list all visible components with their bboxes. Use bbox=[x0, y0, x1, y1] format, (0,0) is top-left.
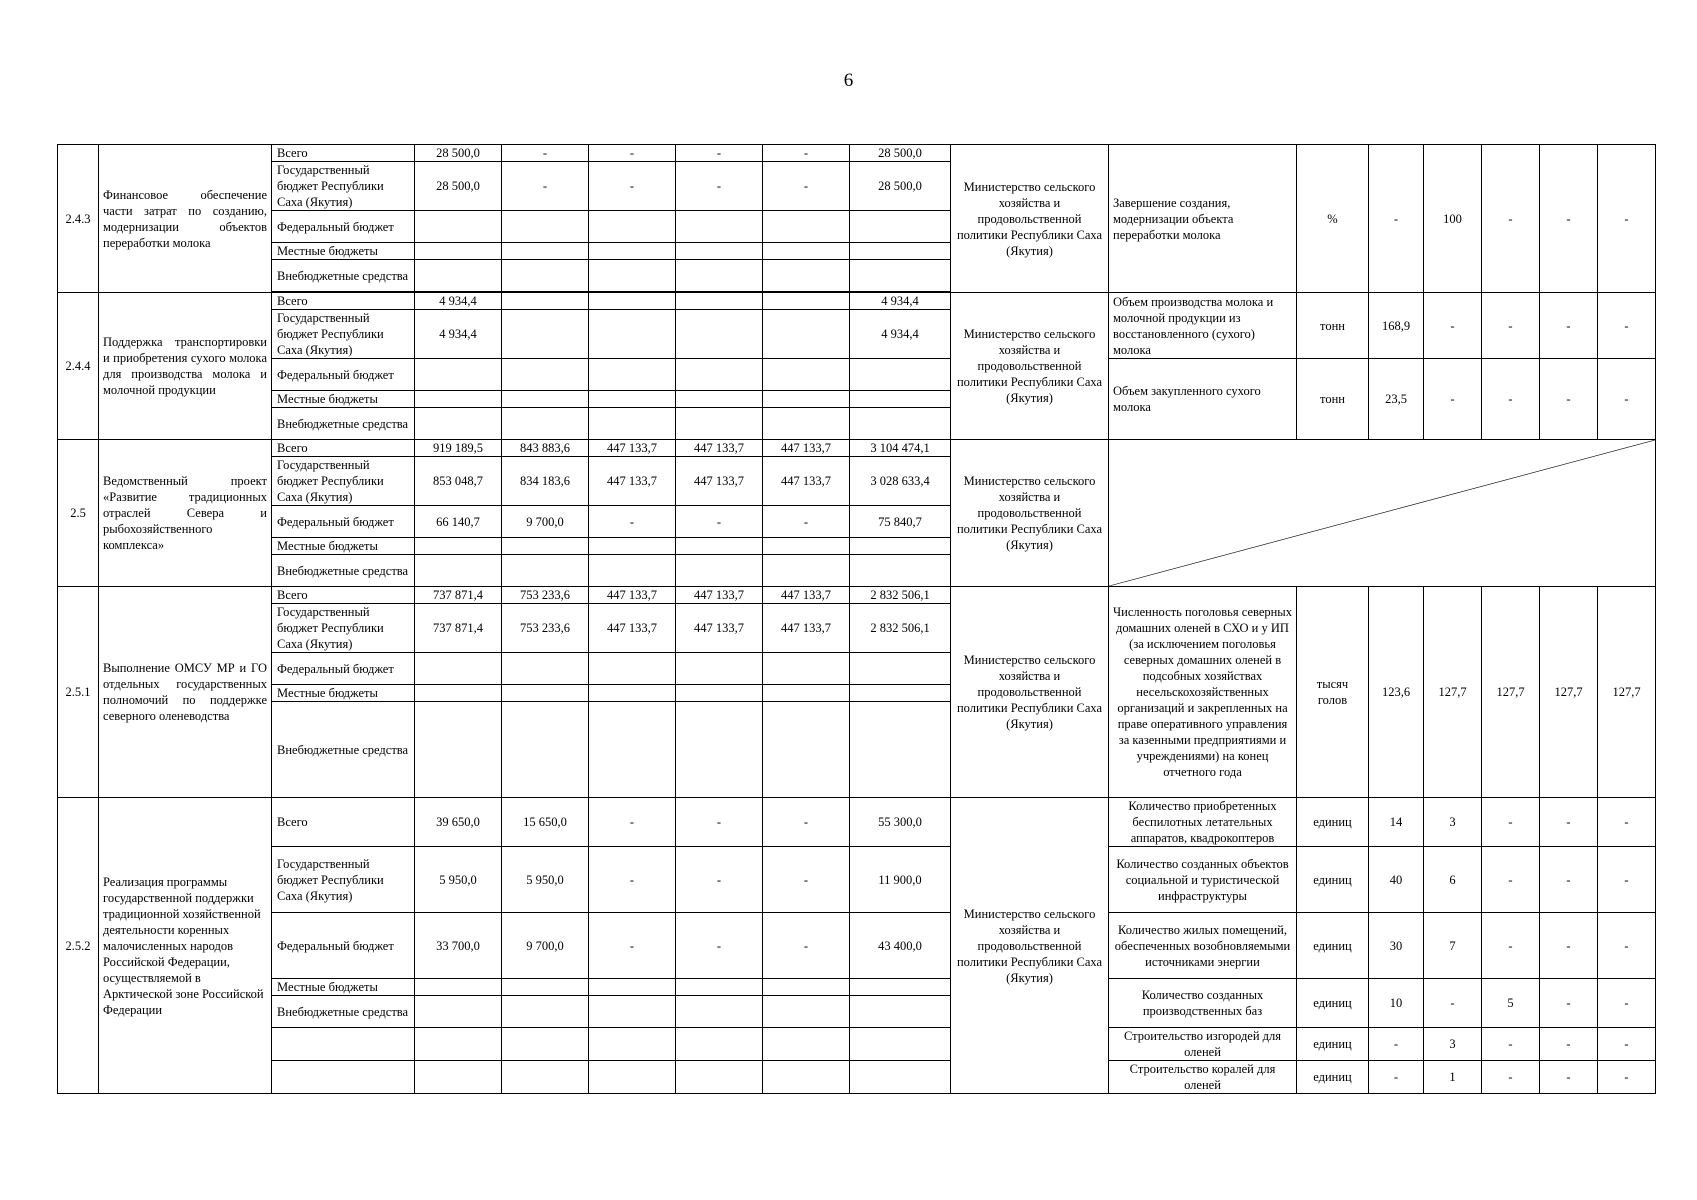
indicator-value: - bbox=[1540, 145, 1598, 293]
indicator-name: Количество приобретенных беспилотных летательных аппаратов, квадрокоптеров bbox=[1109, 798, 1297, 847]
amount-cell bbox=[502, 293, 589, 310]
indicator-value: 5 bbox=[1482, 979, 1540, 1028]
source-federal: Федеральный бюджет bbox=[272, 653, 415, 685]
amount-cell: 2 832 506,1 bbox=[850, 587, 951, 604]
indicator-value: 123,6 bbox=[1369, 587, 1424, 798]
source-federal: Федеральный бюджет bbox=[272, 359, 415, 391]
indicator-unit: единиц bbox=[1297, 979, 1369, 1028]
amount-cell: 2 832 506,1 bbox=[850, 604, 951, 653]
indicator-unit: единиц bbox=[1297, 1061, 1369, 1094]
indicator-value: - bbox=[1598, 847, 1656, 913]
indicator-value: - bbox=[1598, 293, 1656, 359]
indicator-value: - bbox=[1482, 847, 1540, 913]
table-row bbox=[58, 1028, 1656, 1061]
source-state: Государственный бюджет Республики Саха (Якутия) bbox=[272, 310, 415, 359]
amount-cell: 33 700,0 bbox=[415, 913, 502, 979]
indicator-value: 100 bbox=[1424, 145, 1482, 293]
source-local: Местные бюджеты bbox=[272, 538, 415, 555]
amount-cell: - bbox=[589, 162, 676, 211]
amount-cell: 43 400,0 bbox=[850, 913, 951, 979]
indicator-value: - bbox=[1482, 1061, 1540, 1094]
measure-name: Поддержка транспортировки и приобретения сухого молока для производства молока и молочной продукции bbox=[99, 293, 272, 440]
indicator-value: - bbox=[1424, 979, 1482, 1028]
amount-cell: 9 700,0 bbox=[502, 913, 589, 979]
source-federal: Федеральный бюджет bbox=[272, 506, 415, 538]
source-extra: Внебюджетные средства bbox=[272, 260, 415, 292]
amount-cell: - bbox=[589, 798, 676, 847]
amount-cell bbox=[676, 310, 763, 359]
amount-cell: 5 950,0 bbox=[415, 847, 502, 913]
indicator-value: - bbox=[1369, 1028, 1424, 1061]
indicator-value: - bbox=[1540, 359, 1598, 440]
indicator-value: 30 bbox=[1369, 913, 1424, 979]
indicator-name: Объем закупленного сухого молока bbox=[1109, 359, 1297, 440]
table-row bbox=[58, 847, 1656, 913]
indicator-value: - bbox=[1598, 913, 1656, 979]
amount-cell bbox=[589, 310, 676, 359]
amount-cell: - bbox=[676, 162, 763, 211]
amount-cell: - bbox=[763, 913, 850, 979]
not-applicable-diagonal bbox=[1109, 440, 1656, 587]
source-extra: Внебюджетные средства bbox=[272, 702, 415, 798]
indicator-value: - bbox=[1482, 798, 1540, 847]
amount-cell: - bbox=[676, 506, 763, 538]
amount-cell: 11 900,0 bbox=[850, 847, 951, 913]
amount-cell: 28 500,0 bbox=[850, 162, 951, 211]
amount-cell: - bbox=[589, 847, 676, 913]
table-row bbox=[58, 145, 1656, 162]
source-total: Всего bbox=[272, 440, 415, 457]
table-row bbox=[58, 440, 1656, 457]
table-row bbox=[58, 359, 1656, 391]
source-local: Местные бюджеты bbox=[272, 685, 415, 702]
indicator-value: 127,7 bbox=[1424, 587, 1482, 798]
amount-cell: 55 300,0 bbox=[850, 798, 951, 847]
amount-cell: 737 871,4 bbox=[415, 604, 502, 653]
responsible-executor: Министерство сельского хозяйства и продовольственной политики Республики Саха (Якутия) bbox=[951, 293, 1109, 440]
amount-cell: 753 233,6 bbox=[502, 587, 589, 604]
indicator-value: - bbox=[1369, 145, 1424, 293]
amount-cell: 447 133,7 bbox=[589, 457, 676, 506]
indicator-value: - bbox=[1540, 847, 1598, 913]
indicator-value: - bbox=[1540, 913, 1598, 979]
page-number: 6 bbox=[843, 70, 854, 91]
table-row bbox=[58, 587, 1656, 604]
amount-cell bbox=[676, 293, 763, 310]
measure-name: Реализация программы государственной поддержки традиционной хозяйственной деятельности коренных малочисленных народов Российской Федерации, осуществляемой в Арктической зоне Российской Федерации bbox=[99, 798, 272, 1094]
responsible-executor: Министерство сельского хозяйства и продовольственной политики Республики Саха (Якутия) bbox=[951, 587, 1109, 798]
indicator-name: Количество созданных объектов социальной и туристической инфраструктуры bbox=[1109, 847, 1297, 913]
amount-cell: - bbox=[763, 847, 850, 913]
responsible-executor: Министерство сельского хозяйства и продовольственной политики Республики Саха (Якутия) bbox=[951, 798, 1109, 1094]
indicator-value: 40 bbox=[1369, 847, 1424, 913]
indicator-value: - bbox=[1598, 359, 1656, 440]
amount-cell: 5 950,0 bbox=[502, 847, 589, 913]
source-state: Государственный бюджет Республики Саха (Якутия) bbox=[272, 162, 415, 211]
amount-cell: - bbox=[763, 506, 850, 538]
amount-cell: 75 840,7 bbox=[850, 506, 951, 538]
amount-cell: 28 500,0 bbox=[850, 145, 951, 162]
indicator-name: Количество жилых помещений, обеспеченных возобновляемыми источниками энергии bbox=[1109, 913, 1297, 979]
indicator-unit: тонн bbox=[1297, 359, 1369, 440]
source-total: Всего bbox=[272, 145, 415, 162]
row-number: 2.4.3 bbox=[58, 145, 99, 293]
indicator-value: - bbox=[1482, 145, 1540, 293]
responsible-executor: Министерство сельского хозяйства и продовольственной политики Республики Саха (Якутия) bbox=[951, 145, 1109, 293]
source-state: Государственный бюджет Республики Саха (Якутия) bbox=[272, 604, 415, 653]
indicator-unit: единиц bbox=[1297, 913, 1369, 979]
indicator-value: - bbox=[1424, 359, 1482, 440]
row-number: 2.5.2 bbox=[58, 798, 99, 1094]
indicator-unit: единиц bbox=[1297, 1028, 1369, 1061]
indicator-name: Строительство изгородей для оленей bbox=[1109, 1028, 1297, 1061]
amount-cell: 447 133,7 bbox=[763, 440, 850, 457]
indicator-name: Численность поголовья северных домашних оленей в СХО и у ИП (за исключением поголовья северных домашних оленей в подсобных хозяйствах несельскохозяйственных организаций и закрепленных на праве оперативного управления за казенными предприятиями и учреждениями) на конец отчетного года bbox=[1109, 587, 1297, 798]
amount-cell: 3 028 633,4 bbox=[850, 457, 951, 506]
indicator-value: - bbox=[1598, 979, 1656, 1028]
amount-cell: 4 934,4 bbox=[415, 310, 502, 359]
amount-cell: - bbox=[589, 145, 676, 162]
indicator-value: - bbox=[1482, 913, 1540, 979]
indicator-value: - bbox=[1598, 145, 1656, 293]
indicator-value: - bbox=[1369, 1061, 1424, 1094]
indicator-value: - bbox=[1540, 1061, 1598, 1094]
measure-name: Выполнение ОМСУ МР и ГО отдельных государственных полномочий по поддержке северного оленеводства bbox=[99, 587, 272, 798]
amount-cell: 447 133,7 bbox=[763, 457, 850, 506]
amount-cell: - bbox=[502, 145, 589, 162]
indicator-value: 127,7 bbox=[1598, 587, 1656, 798]
amount-cell bbox=[763, 310, 850, 359]
indicator-unit: тысяч голов bbox=[1297, 587, 1369, 798]
row-number: 2.4.4 bbox=[58, 293, 99, 440]
amount-cell: 15 650,0 bbox=[502, 798, 589, 847]
indicator-unit: тонн bbox=[1297, 293, 1369, 359]
amount-cell: 447 133,7 bbox=[676, 440, 763, 457]
program-table bbox=[57, 144, 1656, 1094]
indicator-value: 7 bbox=[1424, 913, 1482, 979]
row-number: 2.5 bbox=[58, 440, 99, 587]
amount-cell: 447 133,7 bbox=[763, 604, 850, 653]
measure-name: Ведомственный проект «Развитие традиционных отраслей Севера и рыбохозяйственного комплекса» bbox=[99, 440, 272, 587]
amount-cell: 447 133,7 bbox=[589, 604, 676, 653]
table-row bbox=[58, 1061, 1656, 1094]
amount-cell: 919 189,5 bbox=[415, 440, 502, 457]
indicator-value: - bbox=[1598, 1061, 1656, 1094]
indicator-unit: единиц bbox=[1297, 798, 1369, 847]
indicator-value: 6 bbox=[1424, 847, 1482, 913]
amount-cell: - bbox=[676, 798, 763, 847]
table-row bbox=[58, 798, 1656, 847]
indicator-value: 23,5 bbox=[1369, 359, 1424, 440]
indicator-value: - bbox=[1540, 979, 1598, 1028]
indicator-unit: единиц bbox=[1297, 847, 1369, 913]
indicator-value: 1 bbox=[1424, 1061, 1482, 1094]
amount-cell: 447 133,7 bbox=[589, 587, 676, 604]
amount-cell: 737 871,4 bbox=[415, 587, 502, 604]
source-local: Местные бюджеты bbox=[272, 979, 415, 996]
source-extra: Внебюджетные средства bbox=[272, 408, 415, 440]
source-state: Государственный бюджет Республики Саха (Якутия) bbox=[272, 847, 415, 913]
amount-cell: 3 104 474,1 bbox=[850, 440, 951, 457]
indicator-value: 3 bbox=[1424, 1028, 1482, 1061]
amount-cell: 28 500,0 bbox=[415, 162, 502, 211]
responsible-executor: Министерство сельского хозяйства и продовольственной политики Республики Саха (Якутия) bbox=[951, 440, 1109, 587]
amount-cell: - bbox=[763, 798, 850, 847]
source-federal: Федеральный бюджет bbox=[272, 211, 415, 243]
source-total: Всего bbox=[272, 798, 415, 847]
table-row bbox=[58, 293, 1656, 310]
amount-cell bbox=[589, 293, 676, 310]
indicator-value: - bbox=[1540, 293, 1598, 359]
row-number: 2.5.1 bbox=[58, 587, 99, 798]
amount-cell: 447 133,7 bbox=[676, 604, 763, 653]
indicator-value: - bbox=[1540, 798, 1598, 847]
amount-cell: 447 133,7 bbox=[763, 587, 850, 604]
indicator-value: 127,7 bbox=[1482, 587, 1540, 798]
indicator-value: - bbox=[1598, 798, 1656, 847]
indicator-value: 127,7 bbox=[1540, 587, 1598, 798]
indicator-name: Завершение создания, модернизации объекта переработки молока bbox=[1109, 145, 1297, 293]
indicator-value: - bbox=[1482, 293, 1540, 359]
indicator-value: - bbox=[1598, 1028, 1656, 1061]
amount-cell: 39 650,0 bbox=[415, 798, 502, 847]
source-total: Всего bbox=[272, 587, 415, 604]
amount-cell: - bbox=[676, 847, 763, 913]
table-row bbox=[58, 979, 1656, 996]
amount-cell: - bbox=[589, 506, 676, 538]
table-row bbox=[58, 913, 1656, 979]
amount-cell: 66 140,7 bbox=[415, 506, 502, 538]
amount-cell: - bbox=[763, 162, 850, 211]
indicator-value: - bbox=[1540, 1028, 1598, 1061]
amount-cell: - bbox=[502, 162, 589, 211]
amount-cell: 834 183,6 bbox=[502, 457, 589, 506]
amount-cell: 9 700,0 bbox=[502, 506, 589, 538]
indicator-unit: % bbox=[1297, 145, 1369, 293]
indicator-value: - bbox=[1424, 293, 1482, 359]
amount-cell: 753 233,6 bbox=[502, 604, 589, 653]
source-extra: Внебюджетные средства bbox=[272, 555, 415, 587]
indicator-value: 168,9 bbox=[1369, 293, 1424, 359]
diagonal-strike bbox=[1109, 440, 1655, 586]
amount-cell: 843 883,6 bbox=[502, 440, 589, 457]
amount-cell: 447 133,7 bbox=[589, 440, 676, 457]
indicator-value: - bbox=[1482, 359, 1540, 440]
indicator-value: 10 bbox=[1369, 979, 1424, 1028]
indicator-name: Количество созданных производственных баз bbox=[1109, 979, 1297, 1028]
amount-cell: - bbox=[763, 145, 850, 162]
measure-name: Финансовое обеспечение части затрат по созданию, модернизации объектов переработки молока bbox=[99, 145, 272, 293]
source-state: Государственный бюджет Республики Саха (Якутия) bbox=[272, 457, 415, 506]
indicator-value: 14 bbox=[1369, 798, 1424, 847]
amount-cell: 28 500,0 bbox=[415, 145, 502, 162]
amount-cell: - bbox=[676, 145, 763, 162]
amount-cell: - bbox=[589, 913, 676, 979]
amount-cell: - bbox=[676, 913, 763, 979]
amount-cell: 447 133,7 bbox=[676, 457, 763, 506]
indicator-name: Строительство коралей для оленей bbox=[1109, 1061, 1297, 1094]
amount-cell: 4 934,4 bbox=[850, 310, 951, 359]
indicator-value: 3 bbox=[1424, 798, 1482, 847]
amount-cell bbox=[763, 293, 850, 310]
source-extra: Внебюджетные средства bbox=[272, 996, 415, 1028]
source-local: Местные бюджеты bbox=[272, 243, 415, 260]
source-local: Местные бюджеты bbox=[272, 391, 415, 408]
indicator-value: - bbox=[1482, 1028, 1540, 1061]
source-total: Всего bbox=[272, 293, 415, 310]
source-federal: Федеральный бюджет bbox=[272, 913, 415, 979]
amount-cell bbox=[502, 310, 589, 359]
amount-cell: 4 934,4 bbox=[415, 293, 502, 310]
amount-cell: 853 048,7 bbox=[415, 457, 502, 506]
indicator-name: Объем производства молока и молочной продукции из восстановленного (сухого) молока bbox=[1109, 293, 1297, 359]
amount-cell: 4 934,4 bbox=[850, 293, 951, 310]
amount-cell: 447 133,7 bbox=[676, 587, 763, 604]
